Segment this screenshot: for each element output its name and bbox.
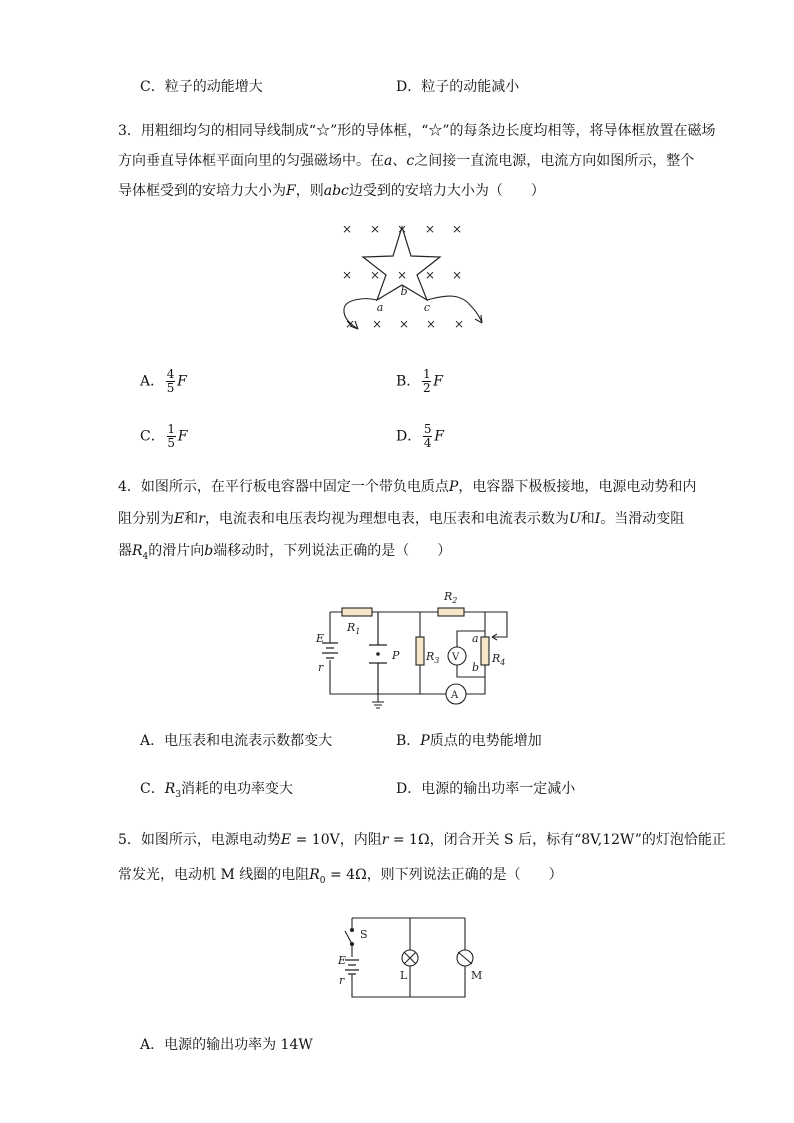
svg-text:P: P (392, 649, 400, 662)
q4-option-c: C．$R_3$消耗的电功率变大 (140, 781, 293, 800)
svg-text:×: × (451, 268, 463, 282)
q5-option-a: A．电源的输出功率为 14W (140, 1037, 313, 1053)
svg-text:×: × (371, 317, 383, 331)
q4-option-d: D．电源的输出功率一定减小 (396, 781, 576, 797)
svg-text:b: b (472, 661, 480, 674)
slider-arrow (485, 612, 507, 637)
capacitor-circuit-figure (312, 585, 527, 710)
battery (345, 960, 359, 974)
svg-text:×: × (425, 317, 437, 331)
svg-text:a: a (472, 632, 479, 645)
svg-text:V: V (452, 652, 460, 663)
q5-stem-line2: 常发光，电动机 M 线圈的电阻$R_0 = 4\Omega$，则下列说法正确的是（ ） (118, 867, 563, 886)
svg-text:×: × (424, 222, 436, 236)
option-c: C．粒子的动能增大 (140, 79, 263, 95)
svg-text:a: a (376, 301, 384, 314)
q3-option-a: A． $\frac{4}{5}$ F (140, 367, 187, 395)
star-frame-figure (330, 215, 490, 345)
svg-text:c: c (423, 301, 431, 314)
q4-option-a: A．电压表和电流表示数都变大 (140, 733, 333, 749)
svg-text:L: L (400, 969, 408, 982)
q3-option-c: C． $\frac{1}{5}$ F (140, 422, 188, 450)
svg-text:r: r (318, 661, 324, 674)
resistor-r4 (481, 637, 489, 665)
svg-text:R1: $R_1$ (347, 621, 361, 636)
ground-symbol (372, 694, 384, 708)
svg-text:×: × (453, 317, 465, 331)
svg-text:×: × (424, 268, 436, 282)
svg-text:×: × (344, 317, 356, 331)
svg-text:×: × (396, 222, 408, 236)
q3-stem-line1: 3．用粗细均匀的相同导线制成“☆”形的导体框，“☆”的每条边长度均相等，将导体框放置在磁场 (118, 123, 716, 139)
option-d: D．粒子的动能减小 (396, 79, 520, 95)
svg-text:×: × (369, 268, 381, 282)
svg-text:R2: $R_2$ (444, 590, 458, 605)
resistor-r1 (342, 608, 372, 616)
svg-text:E: E (316, 632, 325, 645)
battery (322, 643, 338, 658)
svg-text:R4: $R_4$ (492, 652, 506, 667)
svg-text:×: × (341, 268, 353, 282)
svg-text:×: × (451, 222, 463, 236)
svg-text:A: A (451, 690, 459, 701)
switch (345, 931, 352, 944)
svg-text:×: × (341, 222, 353, 236)
svg-text:×: × (398, 317, 410, 331)
svg-text:E: E (338, 954, 347, 967)
q3-stem-line2: 方向垂直导体框平面向里的匀强磁场中。在a、c之间接一直流电源，电流方向如图所示，整个 (118, 153, 695, 169)
q3-option-d: D． $\frac{5}{4}$ F (396, 422, 444, 450)
resistor-r2 (438, 608, 464, 616)
q3-stem-line3: 导体框受到的安培力大小为F，则abc边受到的安培力大小为（ ） (118, 183, 545, 199)
q3-option-b: B． $\frac{1}{2}$ F (396, 367, 444, 395)
svg-text:S: S (360, 928, 368, 941)
motor-circuit-figure (330, 912, 490, 1002)
svg-text:r: r (339, 974, 345, 987)
q4-stem-line2: 阻分别为E和r，电流表和电压表均视为理想电表，电压表和电流表示数为U和I。当滑动变阻 (118, 511, 685, 527)
svg-text:b: b (400, 285, 408, 298)
svg-text:×: × (396, 268, 408, 282)
svg-text:R3: $R_3$ (426, 650, 440, 665)
resistor-r3 (416, 637, 424, 665)
svg-text:M: M (471, 969, 483, 982)
q5-stem-line1: 5．如图所示，电源电动势E = 10V，内阻r = 1Ω，闭合开关 S 后，标有“8V,12W”的灯泡恰能正 (118, 832, 726, 848)
q4-stem-line1: 4．如图所示，在平行板电容器中固定一个带负电质点P，电容器下极板接地，电源电动势和内 (118, 479, 697, 495)
q4-stem-line3: 器$R_4$的滑片向b端移动时，下列说法正确的是（ ） (118, 543, 452, 562)
q4-option-b: B．P质点的电势能增加 (396, 733, 542, 749)
svg-text:×: × (369, 222, 381, 236)
